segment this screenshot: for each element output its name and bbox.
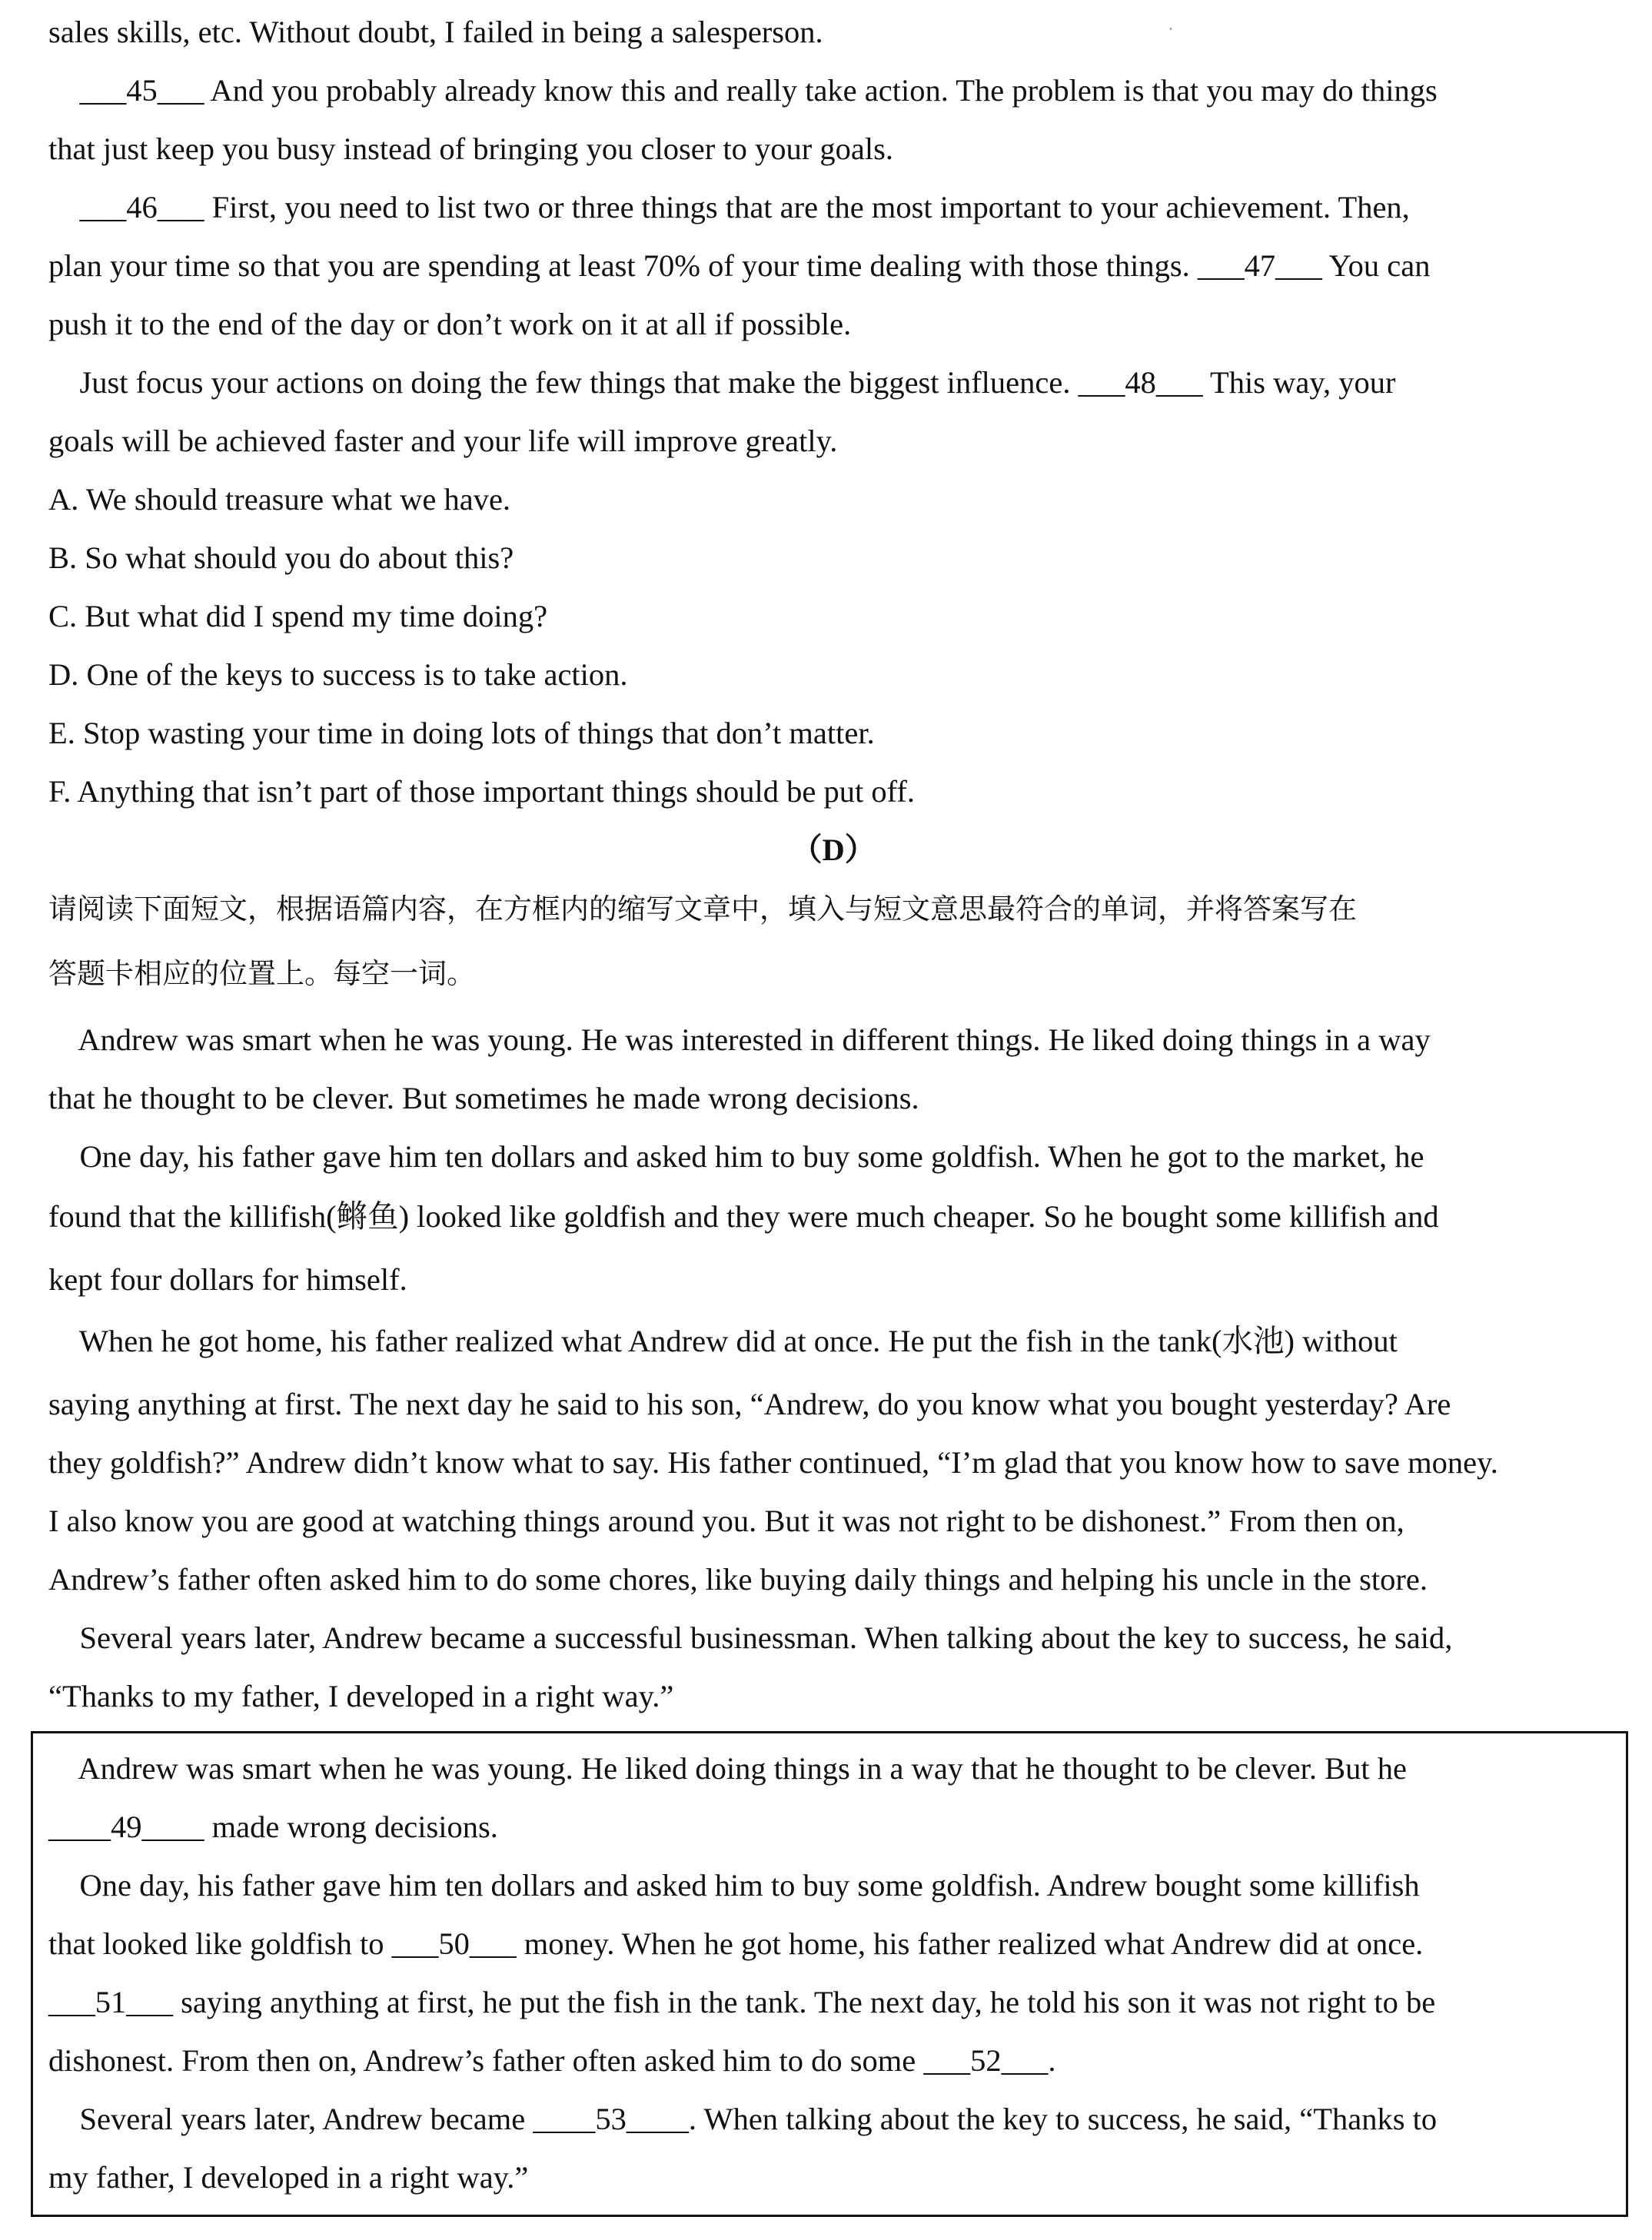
passage-c-line: ___46___ First, you need to list two or three things that are the most important to your achievement. Then, bbox=[48, 190, 1410, 224]
passage-d-line: kept four dollars for himself. bbox=[48, 1262, 407, 1297]
summary-line: Andrew was smart when he was young. He liked doing things in a way that he thought to be clever. But he bbox=[48, 1751, 1408, 1786]
option-e: E. Stop wasting your time in doing lots of things that don’t matter. bbox=[48, 716, 875, 750]
passage-d-line: Andrew was smart when he was young. He was interested in different things. He liked doing things in a way bbox=[48, 1022, 1431, 1057]
summary-line: Several years later, Andrew became ____53____. When talking about the key to success, he said, “Thanks to bbox=[48, 2102, 1438, 2136]
scan-speck bbox=[1170, 28, 1172, 30]
option-b: B. So what should you do about this? bbox=[48, 540, 514, 575]
summary-line: that looked like goldfish to ___50___ money. When he got home, his father realized what Andrew did at once. bbox=[48, 1926, 1424, 1961]
passage-d-line: One day, his father gave him ten dollars and asked him to buy some goldfish. When he got to the market, he bbox=[48, 1139, 1424, 1174]
option-f: F. Anything that isn’t part of those important things should be put off. bbox=[48, 774, 915, 809]
section-d-heading: （D） bbox=[791, 833, 876, 867]
passage-d-line: “Thanks to my father, I developed in a right way.” bbox=[48, 1679, 674, 1713]
passage-d-line: When he got home, his father realized what Andrew did at once. He put the fish in the tank(水池) without bbox=[48, 1324, 1398, 1358]
summary-line: my father, I developed in a right way.” bbox=[48, 2160, 529, 2195]
passage-c-line: push it to the end of the day or don’t work on it at all if possible. bbox=[48, 307, 852, 341]
passage-d-line: I also know you are good at watching things around you. But it was not right to be dishonest.” From then on, bbox=[48, 1504, 1404, 1538]
passage-d-line: saying anything at first. The next day he said to his son, “Andrew, do you know what you bought yesterday? Are bbox=[48, 1387, 1451, 1421]
passage-c-line: ___45___ And you probably already know this and really take action. The problem is that you may do things bbox=[48, 73, 1438, 108]
passage-c-line: sales skills, etc. Without doubt, I failed in being a salesperson. bbox=[48, 15, 823, 49]
summary-line: dishonest. From then on, Andrew’s father often asked him to do some ___52___. bbox=[48, 2043, 1056, 2078]
passage-d-line: that he thought to be clever. But sometimes he made wrong decisions. bbox=[48, 1081, 919, 1115]
instruction-line: 答题卡相应的位置上。每空一词。 bbox=[48, 957, 475, 990]
summary-line: ___51___ saying anything at first, he put the fish in the tank. The next day, he told his son it was not right to be bbox=[48, 1985, 1436, 2019]
passage-d-line: Several years later, Andrew became a successful businessman. When talking about the key to success, he said, bbox=[48, 1620, 1453, 1655]
passage-c-line: plan your time so that you are spending at least 70% of your time dealing with those things. ___47___ You can bbox=[48, 248, 1431, 283]
passage-c-line: that just keep you busy instead of bringing you closer to your goals. bbox=[48, 131, 893, 166]
option-d: D. One of the keys to success is to take action. bbox=[48, 657, 628, 692]
summary-line: One day, his father gave him ten dollars and asked him to buy some goldfish. Andrew bought some killifish bbox=[48, 1868, 1420, 1903]
passage-c-line: Just focus your actions on doing the few things that make the biggest influence. ___48___ This way, your bbox=[48, 365, 1396, 400]
summary-line: ____49____ made wrong decisions. bbox=[48, 1810, 498, 1844]
option-c: C. But what did I spend my time doing? bbox=[48, 599, 548, 633]
passage-c-line: goals will be achieved faster and your life will improve greatly. bbox=[48, 424, 838, 458]
instruction-line: 请阅读下面短文，根据语篇内容，在方框内的缩写文章中，填入与短文意思最符合的单词，并将答案写在 bbox=[48, 892, 1357, 926]
option-a: A. We should treasure what we have. bbox=[48, 482, 511, 517]
summary-box bbox=[31, 1731, 1628, 2217]
passage-d-line: they goldfish?” Andrew didn’t know what to say. His father continued, “I’m glad that you know how to save money. bbox=[48, 1445, 1498, 1480]
passage-d-line: found that the killifish(鳉鱼) looked like goldfish and they were much cheaper. So he bought some killifish and bbox=[48, 1199, 1439, 1234]
passage-d-line: Andrew’s father often asked him to do some chores, like buying daily things and helping his uncle in the store. bbox=[48, 1562, 1428, 1597]
